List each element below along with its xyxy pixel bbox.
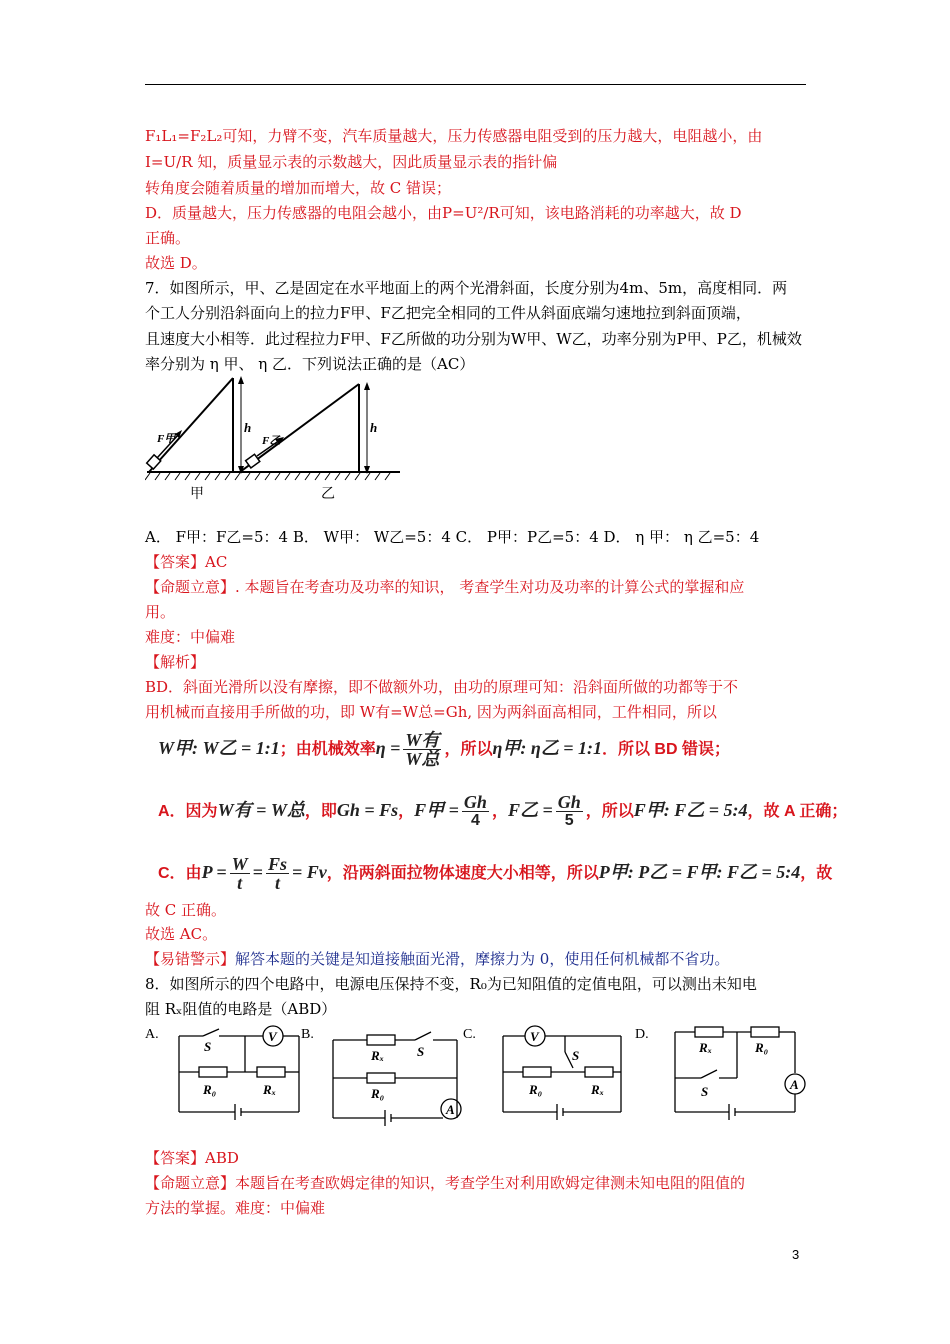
fraction: [230, 855, 250, 892]
question-8-text: 阻 Rₓ阻值的电路是（ABD）: [145, 1000, 337, 1018]
text-line: 转角度会随着质量的增加而增大，故 C 错误；: [145, 179, 452, 197]
question-7-text: 个工人分别沿斜面向上的拉力F甲、F乙把完全相同的工件从斜面底端匀速地拉到斜面顶端，: [145, 304, 751, 322]
option-label: A.: [145, 1027, 159, 1042]
meter-label: V: [268, 1029, 277, 1044]
incline-figure: [145, 374, 405, 504]
formula-part: F乙 =: [507, 800, 553, 820]
denominator: W总: [405, 749, 440, 770]
formula-part: ，: [491, 803, 508, 820]
resistor-label: R₀: [755, 1040, 769, 1055]
intent-tag: 【命题立意】: [145, 578, 236, 596]
resistor-label: Rₓ: [263, 1082, 277, 1097]
formula-part: F甲 =: [414, 800, 459, 820]
resistor-label: R₀: [371, 1086, 385, 1101]
fraction: [462, 793, 489, 830]
fraction: [556, 793, 583, 830]
question-8-text: 8．如图所示的四个电路中，电源电压保持不变，R₀为已知阻值的定值电阻，可以测出未知电: [145, 975, 757, 993]
numerator: W: [231, 854, 248, 875]
text-line: 正确。: [145, 229, 191, 247]
formula-part: ．所以 BD 错误；: [601, 741, 730, 758]
formula-row-3: [158, 850, 832, 896]
analysis-tag: 【解析】: [145, 653, 206, 671]
force-label: F甲: [157, 433, 176, 445]
formula-part: ，: [398, 803, 415, 820]
header-rule: [145, 84, 806, 85]
resistor-label: R₀: [203, 1082, 217, 1097]
meter-label: V: [530, 1029, 539, 1044]
formula-part: ，故: [800, 865, 833, 882]
formula-part: F甲: F乙 = 5:4: [633, 800, 748, 820]
formula-part: ，沿两斜面拉物体速度大小相等，所以: [326, 865, 599, 882]
question-7-text: 7．如图所示，甲、乙是固定在水平地面上的两个光滑斜面，长度分别为4m、5m，高度相同．两: [145, 279, 788, 297]
formula-part: η =: [375, 738, 401, 758]
answer-tag: 【答案】: [145, 1149, 206, 1167]
question-7-text: 且速度大小相等．此过程拉力F甲、F乙所做的功分别为W甲、W乙，功率分别为P甲、P乙，机械效: [145, 330, 802, 348]
option-label: D.: [635, 1027, 649, 1042]
page-number: 3: [792, 1247, 800, 1262]
meter-label: A: [446, 1102, 455, 1117]
incline-label: 乙: [321, 487, 335, 502]
denominator: t: [274, 873, 280, 894]
intent-text: 本题旨在考查欧姆定律的知识，考查学生对利用欧姆定律测未知电阻的阻值的: [235, 1174, 746, 1192]
text-line: F₁L₁=F₂L₂可知，力臂不变，汽车质量越大，压力传感器电阻受到的压力越大，电阻越小，由: [145, 127, 763, 145]
text-line: I=U/R 知，质量显示表的示数越大，因此质量显示表的指针偏: [145, 153, 558, 171]
intent-text: 用。: [145, 603, 176, 621]
text-line: D．质量越大，压力传感器的电阻会越小，由P=U²/R可知，该电路消耗的功率越大，故 D: [145, 204, 742, 222]
formula-part: P甲: P乙 = F甲: F乙 = 5:4: [598, 862, 801, 882]
formula-part: P =: [201, 862, 227, 882]
question-7-options: A． F甲：F乙=5：4 B． W甲： W乙=5：4 C． P甲：P乙=5：4 D． η 甲： η 乙=5：4: [145, 528, 760, 546]
resistor-label: Rₓ: [699, 1040, 713, 1055]
intent-tag: 【命题立意】: [145, 1174, 236, 1192]
formula-part: =: [252, 862, 263, 882]
meter-label: A: [790, 1077, 799, 1092]
formula-row-2: [158, 788, 847, 834]
incline-label: 甲: [190, 487, 204, 502]
warning-tag: 【易错警示】: [145, 950, 236, 968]
formula-part: ，故 A 正确；: [747, 803, 848, 820]
formula-part: ，所以: [585, 803, 634, 820]
formula-part: ，即: [304, 803, 337, 820]
intent-text: . 本题旨在考查功及功率的知识， 考查学生对功及功率的计算公式的掌握和应: [235, 578, 745, 596]
circuit-a: [179, 1026, 299, 1120]
option-label: C.: [463, 1027, 476, 1042]
formula-part: C．由: [158, 865, 202, 882]
denominator: 5: [564, 812, 574, 830]
formula-part: ；由机械效率: [279, 741, 376, 758]
height-label: h: [370, 420, 378, 435]
numerator: Gh: [557, 792, 581, 813]
intent-text: 方法的掌握。难度：中偏难: [145, 1199, 326, 1217]
circuit-figure: [145, 1018, 810, 1130]
answer-tag: 【答案】: [145, 553, 206, 571]
analysis-text: BD．斜面光滑所以没有摩擦，即不做额外功，由功的原理可知：沿斜面所做的功都等于不: [145, 678, 739, 696]
analysis-text: 用机械而直接用手所做的功，即 W有=W总=Gh, 因为两斜面高相同，工件相同，所以: [145, 703, 717, 721]
force-label: F乙: [262, 435, 281, 447]
fraction: [403, 731, 441, 768]
resistor-label: Rₓ: [371, 1048, 385, 1063]
formula-part: ，所以: [444, 741, 493, 758]
switch-label: S: [572, 1048, 580, 1063]
formula-part: Gh = Fs: [336, 800, 399, 820]
analysis-text: 故 C 正确。: [145, 901, 227, 919]
switch-label: S: [701, 1084, 709, 1099]
answer-text: AC: [205, 553, 228, 571]
circuit-d: [675, 1027, 805, 1120]
formula-part: = Fv: [291, 862, 327, 882]
formula-part: η甲: η乙 = 1:1: [492, 738, 602, 758]
circuit-b: [333, 1032, 461, 1126]
text-line: 故选 D。: [145, 254, 207, 272]
denominator: 4: [470, 812, 480, 830]
circuit-c: [503, 1026, 621, 1120]
option-label: B.: [301, 1027, 314, 1042]
resistor-label: Rₓ: [591, 1082, 605, 1097]
difficulty-text: 难度：中偏难: [145, 628, 236, 646]
answer-text: ABD: [205, 1149, 239, 1167]
warning-text: 解答本题的关键是知道接触面光滑，摩擦力为 0，使用任何机械都不省功。: [235, 950, 730, 968]
numerator: Fs: [267, 854, 287, 875]
formula-part: W有 = W总: [217, 800, 305, 820]
formula-part: A．因为: [158, 803, 218, 820]
fraction: [266, 855, 289, 892]
analysis-text: 故选 AC。: [145, 925, 218, 943]
denominator: t: [237, 873, 243, 894]
switch-label: S: [204, 1039, 212, 1054]
numerator: Gh: [463, 792, 487, 813]
formula-part: W甲: W乙 = 1:1: [158, 738, 280, 758]
height-label: h: [244, 420, 252, 435]
question-7-text: 率分别为 η 甲、 η 乙．下列说法正确的是（AC）: [145, 355, 475, 373]
switch-label: S: [417, 1044, 425, 1059]
resistor-label: R₀: [529, 1082, 543, 1097]
numerator: W有: [405, 730, 440, 751]
formula-row-1: [158, 726, 730, 772]
